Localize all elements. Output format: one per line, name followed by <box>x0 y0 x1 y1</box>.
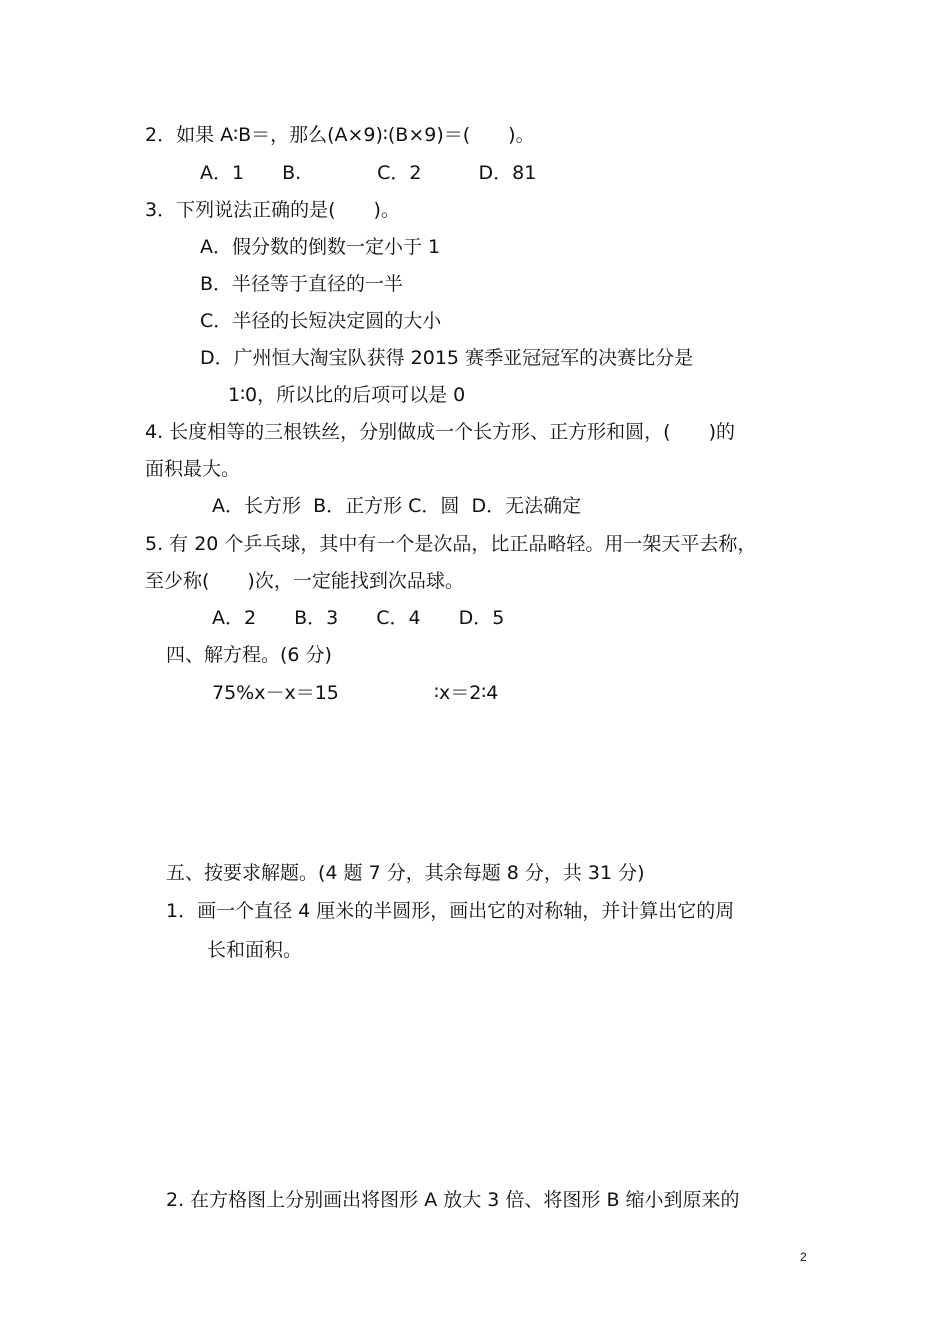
section-4-heading: 四、解方程。(6 分) <box>166 644 332 666</box>
section-5-question-2: 2. 在方格图上分别画出将图形 A 放大 3 倍、将图形 B 缩小到原来的 <box>166 1189 740 1211</box>
question-3-option-b: B．半径等于直径的一半 <box>200 273 404 295</box>
question-4-stem-continuation: 面积最大。 <box>145 458 241 480</box>
question-2-options: A．1 B. C．2 D．81 <box>200 162 537 184</box>
section-5-question-1-continuation: 长和面积。 <box>207 939 303 961</box>
question-3-stem: 3．下列说法正确的是( )。 <box>145 199 400 221</box>
question-2-stem: 2．如果 A∶B＝，那么(A×9)∶(B×9)＝( )。 <box>145 124 535 146</box>
question-3-option-d-continuation: 1∶0，所以比的后项可以是 0 <box>228 384 466 406</box>
page-number: 2 <box>800 1250 807 1264</box>
equation-2: ∶x＝2∶4 <box>434 682 499 704</box>
section-5-heading: 五、按要求解题。(4 题 7 分，其余每题 8 分，共 31 分) <box>166 862 645 884</box>
question-3-option-d: D．广州恒大淘宝队获得 2015 赛季亚冠冠军的决赛比分是 <box>200 347 694 369</box>
section-5-question-1: 1．画一个直径 4 厘米的半圆形，画出它的对称轴，并计算出它的周 <box>166 900 735 922</box>
question-5-options: A．2 B．3 C．4 D．5 <box>212 607 505 629</box>
question-3-option-a: A．假分数的倒数一定小于 1 <box>200 236 441 258</box>
question-5-stem-continuation: 至少称( )次，一定能找到次品球。 <box>145 570 464 592</box>
question-5-stem: 5. 有 20 个乒乓球，其中有一个是次品，比正品略轻。用一架天平去称， <box>145 533 757 555</box>
question-4-options: A．长方形 B．正方形 C．圆 D．无法确定 <box>212 495 582 517</box>
question-3-option-c: C．半径的长短决定圆的大小 <box>200 310 442 332</box>
question-4-stem: 4. 长度相等的三根铁丝，分别做成一个长方形、正方形和圆，( )的 <box>145 421 735 443</box>
equation-1: 75%x－x＝15 <box>212 682 339 704</box>
